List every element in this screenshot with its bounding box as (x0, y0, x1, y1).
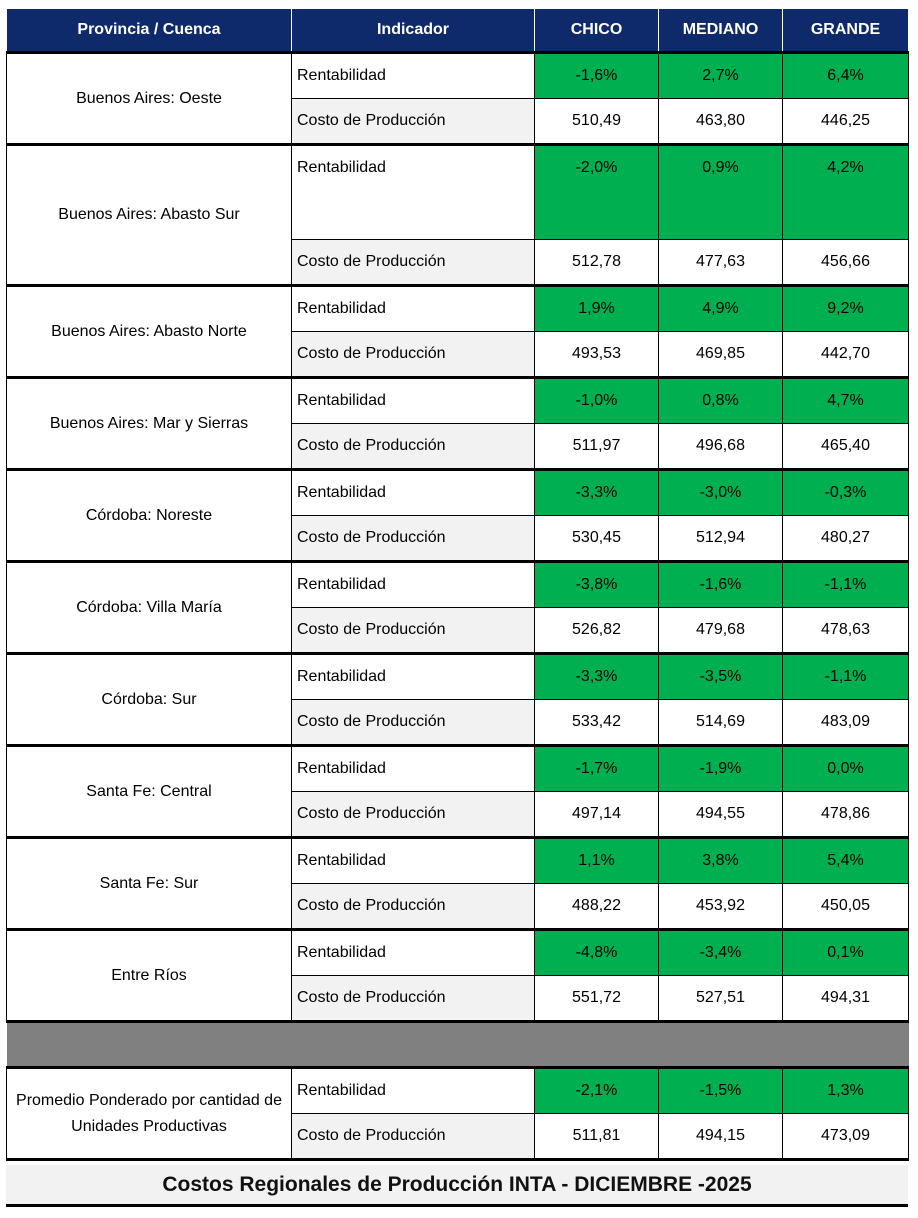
rentabilidad-mediano: 0,9% (659, 145, 783, 240)
region-name: Córdoba: Sur (7, 654, 292, 746)
table-row (7, 470, 909, 516)
table-row (7, 930, 909, 976)
table-row (7, 838, 909, 884)
costo-chico: 511,81 (535, 1114, 659, 1160)
rentabilidad-mediano: -3,5% (659, 654, 783, 700)
rentabilidad-grande: 0,0% (783, 746, 909, 792)
costo-chico: 512,78 (535, 240, 659, 286)
indicator-rentabilidad: Rentabilidad (292, 1068, 535, 1114)
costo-mediano: 453,92 (659, 884, 783, 930)
indicator-rentabilidad: Rentabilidad (292, 145, 535, 240)
costo-mediano: 477,63 (659, 240, 783, 286)
rentabilidad-grande: 6,4% (783, 53, 909, 99)
costo-mediano: 479,68 (659, 608, 783, 654)
costo-grande: 442,70 (783, 332, 909, 378)
rentabilidad-mediano: -3,0% (659, 470, 783, 516)
costo-chico: 533,42 (535, 700, 659, 746)
header-provincia: Provincia / Cuenca (7, 9, 292, 53)
costo-mediano: 512,94 (659, 516, 783, 562)
table-row (7, 378, 909, 424)
rentabilidad-mediano: -3,4% (659, 930, 783, 976)
indicator-costo: Costo de Producción (292, 99, 535, 145)
header-row (7, 9, 909, 53)
costo-mediano: 527,51 (659, 976, 783, 1022)
rentabilidad-mediano: -1,5% (659, 1068, 783, 1114)
costo-mediano: 514,69 (659, 700, 783, 746)
region-name: Santa Fe: Central (7, 746, 292, 838)
rentabilidad-chico: -1,0% (535, 378, 659, 424)
costo-mediano: 469,85 (659, 332, 783, 378)
table-row (7, 746, 909, 792)
rentabilidad-mediano: 4,9% (659, 286, 783, 332)
header-indicador: Indicador (292, 9, 535, 53)
separator-bar (7, 1022, 909, 1068)
header-mediano: MEDIANO (659, 9, 783, 53)
rentabilidad-chico: -1,6% (535, 53, 659, 99)
rentabilidad-grande: 1,3% (783, 1068, 909, 1114)
costo-chico: 526,82 (535, 608, 659, 654)
rentabilidad-grande: -1,1% (783, 562, 909, 608)
rentabilidad-mediano: 0,8% (659, 378, 783, 424)
indicator-rentabilidad: Rentabilidad (292, 378, 535, 424)
costo-mediano: 463,80 (659, 99, 783, 145)
rentabilidad-chico: 1,1% (535, 838, 659, 884)
costo-mediano: 496,68 (659, 424, 783, 470)
table-body (7, 53, 909, 1160)
region-name: Buenos Aires: Mar y Sierras (7, 378, 292, 470)
rentabilidad-grande: -0,3% (783, 470, 909, 516)
report-title: Costos Regionales de Producción INTA - DICIEMBRE -2025 (6, 1165, 908, 1207)
table-row (7, 286, 909, 332)
header-chico: CHICO (535, 9, 659, 53)
region-name: Córdoba: Villa María (7, 562, 292, 654)
table-row (7, 562, 909, 608)
costo-grande: 456,66 (783, 240, 909, 286)
indicator-rentabilidad: Rentabilidad (292, 286, 535, 332)
indicator-rentabilidad: Rentabilidad (292, 838, 535, 884)
costo-grande: 480,27 (783, 516, 909, 562)
rentabilidad-chico: -3,3% (535, 654, 659, 700)
header-grande: GRANDE (783, 9, 909, 53)
report-container (6, 8, 908, 1207)
indicator-costo: Costo de Producción (292, 332, 535, 378)
indicator-rentabilidad: Rentabilidad (292, 562, 535, 608)
indicator-costo: Costo de Producción (292, 700, 535, 746)
rentabilidad-grande: -1,1% (783, 654, 909, 700)
rentabilidad-chico: -2,1% (535, 1068, 659, 1114)
rentabilidad-chico: 1,9% (535, 286, 659, 332)
costo-chico: 510,49 (535, 99, 659, 145)
region-name: Buenos Aires: Oeste (7, 53, 292, 145)
rentabilidad-chico: -2,0% (535, 145, 659, 240)
costo-chico: 511,97 (535, 424, 659, 470)
indicator-costo: Costo de Producción (292, 424, 535, 470)
costo-chico: 551,72 (535, 976, 659, 1022)
indicator-rentabilidad: Rentabilidad (292, 930, 535, 976)
indicator-rentabilidad: Rentabilidad (292, 53, 535, 99)
costo-grande: 483,09 (783, 700, 909, 746)
costo-chico: 493,53 (535, 332, 659, 378)
region-name: Buenos Aires: Abasto Sur (7, 145, 292, 286)
rentabilidad-chico: -3,8% (535, 562, 659, 608)
costo-grande: 478,63 (783, 608, 909, 654)
rentabilidad-mediano: -1,6% (659, 562, 783, 608)
table-row (7, 53, 909, 99)
table-row (7, 1068, 909, 1114)
rentabilidad-chico: -3,3% (535, 470, 659, 516)
rentabilidad-grande: 4,7% (783, 378, 909, 424)
indicator-costo: Costo de Producción (292, 884, 535, 930)
indicator-costo: Costo de Producción (292, 792, 535, 838)
costo-chico: 530,45 (535, 516, 659, 562)
costo-mediano: 494,15 (659, 1114, 783, 1160)
rentabilidad-chico: -1,7% (535, 746, 659, 792)
region-name: Córdoba: Noreste (7, 470, 292, 562)
region-name: Santa Fe: Sur (7, 838, 292, 930)
indicator-costo: Costo de Producción (292, 1114, 535, 1160)
rentabilidad-mediano: 2,7% (659, 53, 783, 99)
table-row (7, 145, 909, 240)
costo-grande: 478,86 (783, 792, 909, 838)
indicator-rentabilidad: Rentabilidad (292, 654, 535, 700)
table-row (7, 654, 909, 700)
costo-grande: 446,25 (783, 99, 909, 145)
costo-grande: 494,31 (783, 976, 909, 1022)
separator-row (7, 1022, 909, 1068)
region-name: Entre Ríos (7, 930, 292, 1022)
indicator-rentabilidad: Rentabilidad (292, 746, 535, 792)
costo-chico: 497,14 (535, 792, 659, 838)
region-name: Buenos Aires: Abasto Norte (7, 286, 292, 378)
costo-chico: 488,22 (535, 884, 659, 930)
indicator-costo: Costo de Producción (292, 608, 535, 654)
costo-grande: 450,05 (783, 884, 909, 930)
indicator-rentabilidad: Rentabilidad (292, 470, 535, 516)
rentabilidad-grande: 4,2% (783, 145, 909, 240)
rentabilidad-grande: 0,1% (783, 930, 909, 976)
rentabilidad-mediano: 3,8% (659, 838, 783, 884)
rentabilidad-grande: 5,4% (783, 838, 909, 884)
indicator-costo: Costo de Producción (292, 976, 535, 1022)
costo-grande: 473,09 (783, 1114, 909, 1160)
costo-grande: 465,40 (783, 424, 909, 470)
rentabilidad-mediano: -1,9% (659, 746, 783, 792)
rentabilidad-grande: 9,2% (783, 286, 909, 332)
cost-table (6, 8, 909, 1161)
region-name: Promedio Ponderado por cantidad de Unidades Productivas (7, 1068, 292, 1160)
rentabilidad-chico: -4,8% (535, 930, 659, 976)
indicator-costo: Costo de Producción (292, 516, 535, 562)
indicator-costo: Costo de Producción (292, 240, 535, 286)
costo-mediano: 494,55 (659, 792, 783, 838)
